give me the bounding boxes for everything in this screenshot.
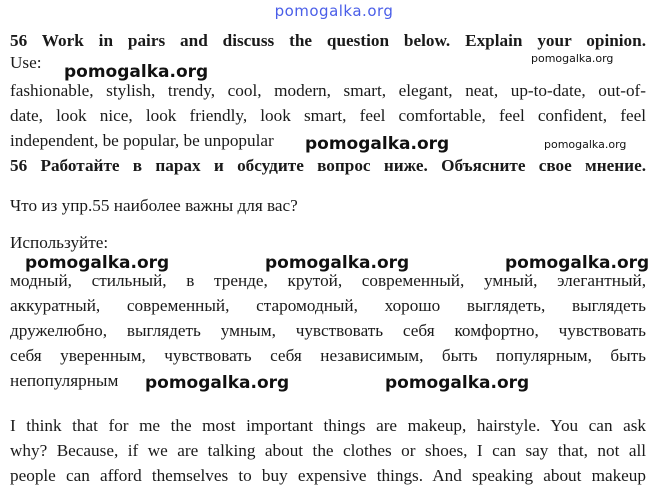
task-ru-words-line-3: дружелюбно, выглядеть умным, чувствовать себя комфортно, чувствовать — [10, 321, 646, 340]
task-ru-words-line-1: модный, стильный, в тренде, крутой, современный, умный, элегантный, — [10, 271, 646, 290]
watermark: pomogalka.org — [64, 62, 209, 82]
task-ru-words-line-4: себя уверенным, чувствовать себя независимым, быть популярным, быть — [10, 346, 646, 365]
task-ru-question: Что из упр.55 наиболее важны для вас? — [10, 196, 298, 215]
watermark: pomogalka.org — [531, 52, 614, 65]
answer-line-1: I think that for me the most important things are makeup, hairstyle. You can ask — [10, 416, 646, 435]
task-en-heading: 56 Work in pairs and discuss the question below. Explain your opinion. — [10, 31, 646, 50]
watermark: pomogalka.org — [385, 373, 530, 393]
watermark: pomogalka.org — [145, 373, 290, 393]
answer-line-2: why? Because, if we are talking about the clothes or shoes, I can say that, not all — [10, 441, 646, 460]
task-ru-use-label: Используйте: — [10, 233, 109, 252]
watermark: pomogalka.org — [544, 138, 627, 151]
watermark: pomogalka.org — [305, 134, 450, 154]
answer-line-3: people can afford themselves to buy expensive things. And speaking about makeup — [10, 466, 646, 485]
task-ru-words-line-5: непопулярным — [10, 371, 119, 390]
task-en-words-line-3: independent, be popular, be unpopular — [10, 131, 274, 150]
site-header[interactable]: pomogalka.org — [274, 2, 394, 20]
task-en-words-line-1: fashionable, stylish, trendy, cool, modern, smart, elegant, neat, up-to-date, out-of- — [10, 81, 646, 100]
task-ru-heading: 56 Работайте в парах и обсудите вопрос ниже. Объясните свое мнение. — [10, 156, 646, 175]
task-en-words-line-2: date, look nice, look friendly, look smart, feel comfortable, feel confident, feel — [10, 106, 646, 125]
task-ru-words-line-2: аккуратный, современный, старомодный, хорошо выглядеть, выглядеть — [10, 296, 646, 315]
task-en-use-label: Use: — [10, 53, 42, 72]
watermark: pomogalka.org — [265, 253, 410, 273]
watermark: pomogalka.org — [25, 253, 170, 273]
watermark: pomogalka.org — [505, 253, 650, 273]
